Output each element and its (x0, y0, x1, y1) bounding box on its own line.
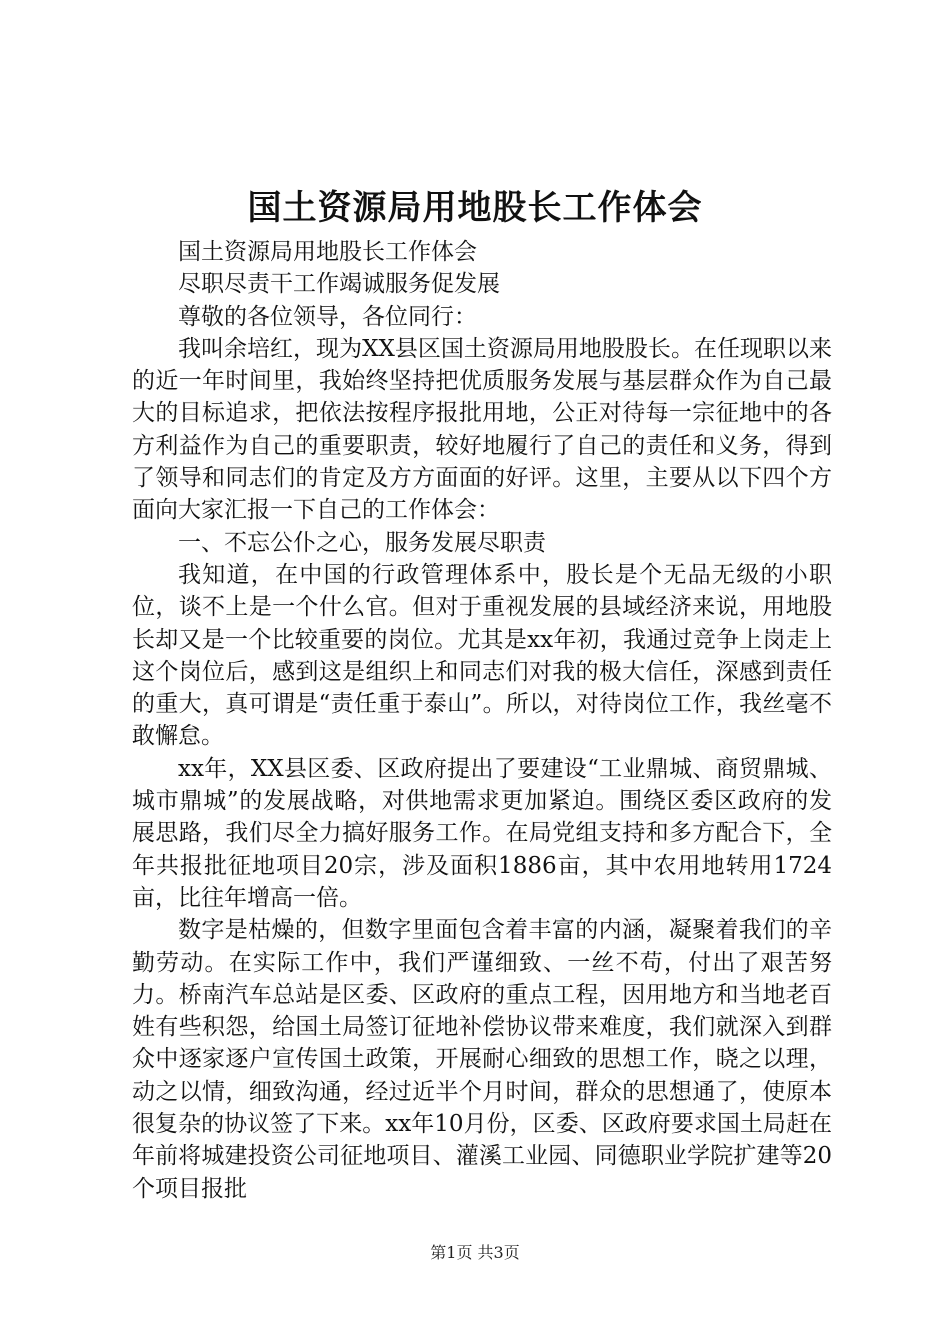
page-footer: 第1页 共3页 (430, 1243, 520, 1262)
document-body (132, 236, 832, 1205)
paragraph-work-details: 数字是枯燥的，但数字里面包含着丰富的内涵，凝聚着我们的辛勤劳动。在实际工作中，我们严谨细致、一丝不苟，付出了艰苦努力。桥南汽车总站是区委、区政府的重点工程，因用地方和当地老百姓有些积怨，给国土局签订征地补偿协议带来难度，我们就深入到群众中逐家逐户宣传国土政策，开展耐心细致的思想工作，晓之以理，动之以情，细致沟通，经过近半个月时间，群众的思想通了，使原本很复杂的协议签了下来。xx年10月份，区委、区政府要求国土局赶在年前将城建投资公司征地项目、灌溪工业园、同德职业学院扩建等20个项目报批 (132, 917, 832, 1202)
paragraph-position: 我知道，在中国的行政管理体系中，股长是个无品无级的小职位，谈不上是一个什么官。但对于重视发展的县域经济来说，用地股长却又是一个比较重要的岗位。尤其是xx年初，我通过竞争上岗走上这个岗位后，感到这是组织上和同志们对我的极大信任，深感到责任的重大，真可谓是“责任重于泰山”。所以，对待岗位工作，我丝毫不敢懈怠。 (132, 561, 832, 750)
paragraph-salutation: 尊敬的各位领导，各位同行： (178, 303, 477, 330)
paragraph-introduction: 我叫余培红，现为XX县区国土资源局用地股股长。在任现职以来的近一年时间里，我始终坚持把优质服务发展与基层群众作为自己最大的目标追求，把依法按程序报批用地，公正对待每一宗征地中的各方利益作为自己的重要职责，较好地履行了自己的责任和义务，得到了领导和同志们的肯定及方方面面的好评。这里，主要从以下四个方面向大家汇报一下自己的工作体会： (132, 335, 832, 524)
paragraph-subtitle: 国土资源局用地股长工作体会 (178, 239, 477, 265)
section-heading-1: 一、不忘公仆之心，服务发展尽职责 (178, 529, 546, 556)
paragraph-strategy: xx年，XX县区委、区政府提出了要建设“工业鼎城、商贸鼎城、城市鼎城”的发展战略，对供地需求更加紧迫。围绕区委区政府的发展思路，我们尽全力搞好服务工作。在局党组支持和多方配合下，全年共报批征地项目20宗，涉及面积1886亩，其中农用地转用1724亩，比往年增高一倍。 (132, 755, 832, 911)
paragraph-slogan: 尽职尽责干工作竭诚服务促发展 (178, 271, 500, 298)
document-title: 国土资源局用地股长工作体会 (247, 188, 703, 228)
